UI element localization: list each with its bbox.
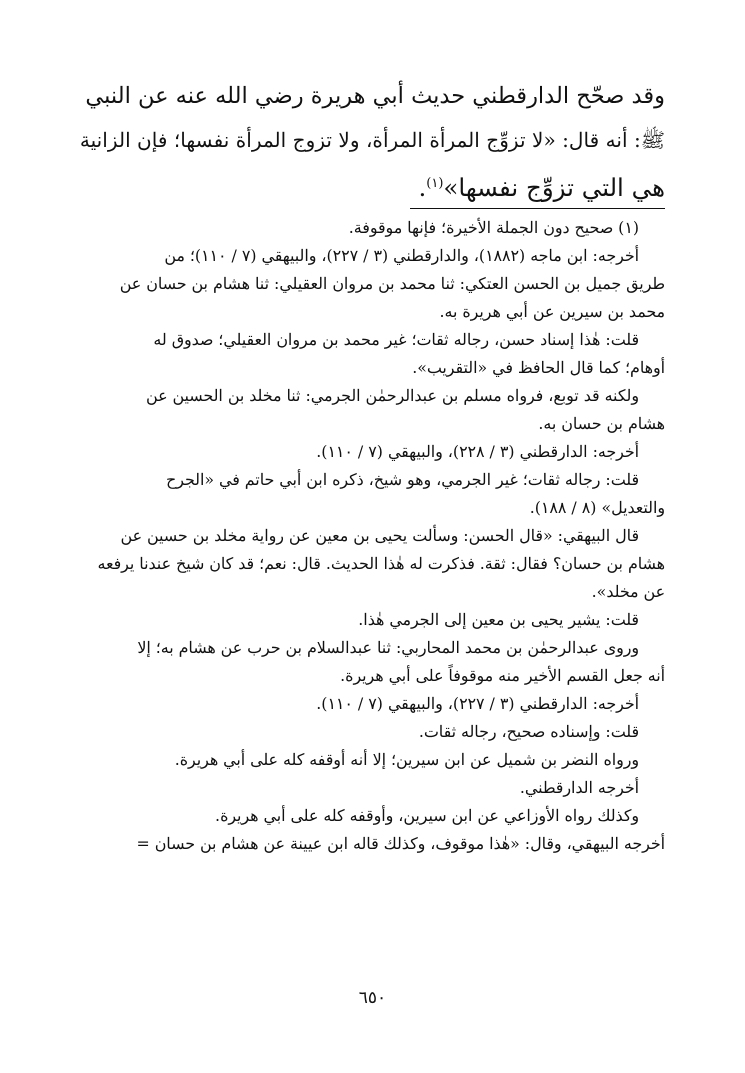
page-number: ٦٥٠ [358,988,387,1008]
footnote-line: هشام بن حسان به. [538,414,665,433]
footnote-line: هشام بن حسان؟ فقال: ثقة. فذكرت له هٰذا الحديث. قال: نعم؛ قد كان شيخ عندنا يرفعه [97,554,665,573]
footnote-line: أخرجه: الدارقطني (٣ / ٢٢٨)، والبيهقي (٧ / ١١٠). [316,442,639,461]
footnote-line: (١) صحيح دون الجملة الأخيرة؛ فإنها موقوفة. [348,218,639,237]
footnote-line: محمد بن سيرين عن أبي هريرة به. [439,302,665,321]
footnote-line: قلت: وإسناده صحيح، رجاله ثقات. [418,722,639,741]
main-text [80,74,665,210]
footnote-line: قلت: رجاله ثقات؛ غير الجرمي، وهو شيخ، ذكره ابن أبي حاتم في «الجرح [166,470,639,489]
footnote-separator [410,208,665,209]
footnote-line: ولكنه قد توبع، فرواه مسلم بن عبدالرحمٰن الجرمي: ثنا مخلد بن الحسين عن [146,386,639,405]
footnote-line: قال البيهقي: «قال الحسن: وسألت يحيى بن معين عن رواية مخلد بن حسين عن [120,526,639,545]
footnotes [80,214,665,858]
footnote-line: وكذلك رواه الأوزاعي عن ابن سيرين، وأوقفه كله على أبي هريرة. [215,806,639,825]
footnote-reference: (١) [426,176,444,191]
footnote-line: أخرجه: الدارقطني (٣ / ٢٢٧)، والبيهقي (٧ / ١١٠). [316,694,639,713]
footnote-line: وروى عبدالرحمٰن بن محمد المحاربي: ثنا عبدالسلام بن حرب عن هشام به؛ إلا [137,638,639,657]
footnote-line: قلت: يشير يحيى بن معين إلى الجرمي هٰذا. [358,610,639,629]
footnote-line: ورواه النضر بن شميل عن ابن سيرين؛ إلا أنه أوقفه كله على أبي هريرة. [174,750,639,769]
footnote-line: أخرجه الدارقطني. [519,778,639,797]
main-text-line: وقد صحّح الدارقطني حديث أبي هريرة رضي الله عنه عن النبي [85,83,665,109]
main-text-line-3: هي التي تزوِّج نفسها» [443,173,665,203]
footnote-line: أخرجه: ابن ماجه (١٨٨٢)، والدارقطني (٣ / ٢٢٧)، والبيهقي (٧ / ١١٠)؛ من [164,246,639,265]
footnote-line: أنه جعل القسم الأخير منه موقوفاً على أبي هريرة. [340,666,665,685]
footnote-line: قلت: هٰذا إسناد حسن، رجاله ثقات؛ غير محمد بن مروان العقيلي؛ صدوق له [153,330,639,349]
footnote-line: أوهام؛ كما قال الحافظ في «التقريب». [412,358,665,377]
footnote-line: طريق جميل بن الحسن العتكي: ثنا محمد بن مروان العقيلي: ثنا هشام بن حسان عن [119,274,665,293]
footnote-line: والتعديل» (٨ / ١٨٨). [529,498,665,517]
main-text-line-3-end: . [418,173,427,203]
main-text-line [80,162,665,210]
footnote-line: أخرجه البيهقي، وقال: «هٰذا موقوف، وكذلك قاله ابن عيينة عن هشام بن حسان = [136,834,665,853]
footnote-line: عن مخلد». [591,582,665,601]
main-text-line: ﷺ: أنه قال: «لا تزوِّج المرأة المرأة، ولا تزوج المرأة نفسها؛ فإن الزانية [79,128,665,152]
